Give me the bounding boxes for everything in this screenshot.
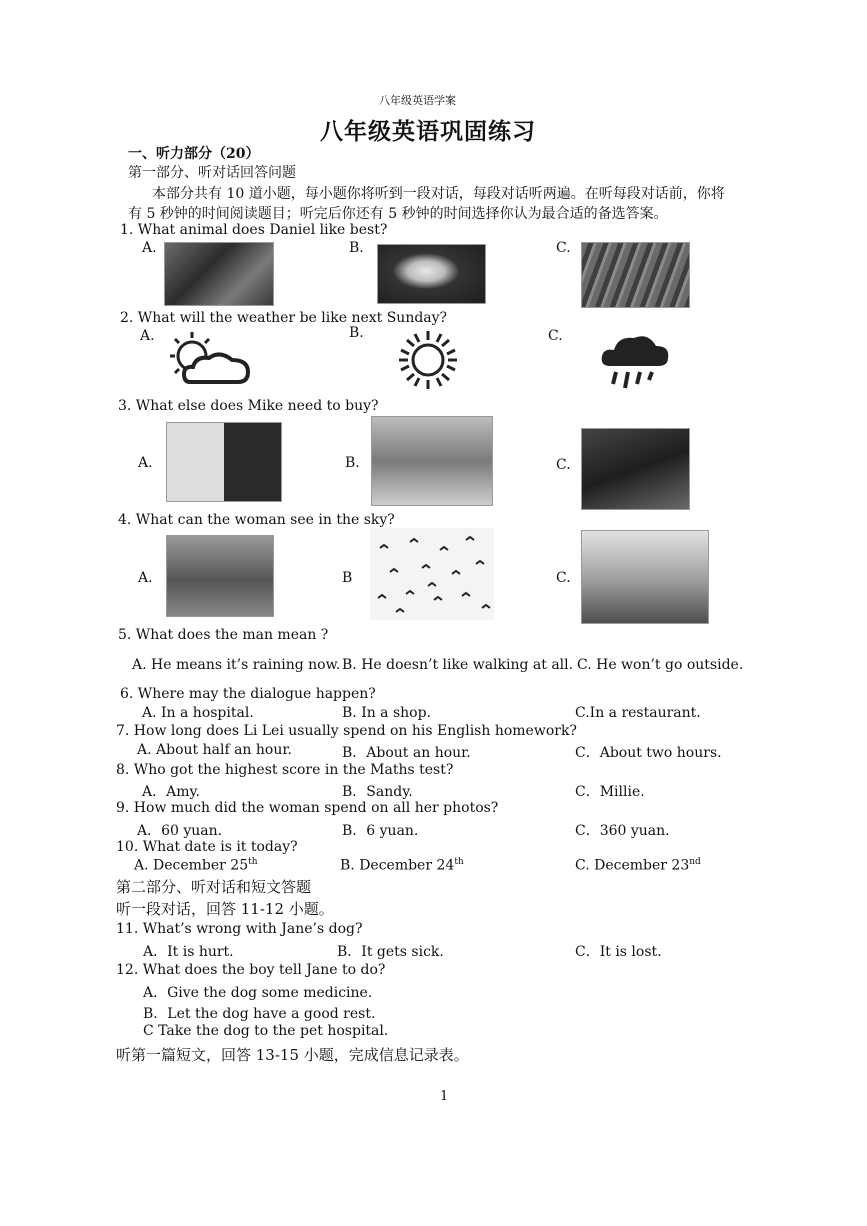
birds-image <box>370 528 494 620</box>
intro-line-1: 本部分共有 10 道小题，每小题你将听到一段对话，每段对话听两遍。在听每段对话前，你将 <box>152 186 725 202</box>
intro-line-2: 有 5 秒钟的时间阅读题目；听完后你还有 5 秒钟的时间选择你认为最合适的备选答案。 <box>128 206 668 222</box>
part3-instruction: 听第一篇短文，回答 13-15 小题，完成信息记录表。 <box>116 1046 469 1064</box>
q5-option-b: B. He doesn’t like walking at all. <box>342 657 574 673</box>
question-1: 1. What animal does Daniel like best? <box>120 222 388 238</box>
q4-plane-image <box>166 535 274 617</box>
q1-panda-image <box>377 244 486 304</box>
q3-option-c-label: C. <box>556 457 571 473</box>
page-header: 八年级英语学案 <box>379 94 456 107</box>
page-number: 1 <box>440 1089 449 1104</box>
question-7: 7. How long does Li Lei usually spend on his English homework? <box>116 723 577 739</box>
question-9: 9. How much did the woman spend on all her photos? <box>116 800 499 816</box>
q7-option-c: C．About two hours. <box>575 745 722 761</box>
q1-option-b-label: B. <box>349 240 364 256</box>
question-10: 10. What date is it today? <box>116 839 298 855</box>
q7-option-a: A. About half an hour. <box>137 742 292 758</box>
q7-option-b: B．About an hour. <box>342 745 471 761</box>
question-12: 12. What does the boy tell Jane to do? <box>116 962 386 978</box>
q1-tiger-image <box>581 242 690 308</box>
q1-animal-image-a <box>164 242 274 306</box>
q6-option-a: A. In a hospital. <box>142 705 254 721</box>
q10-option-b: B. December 24th <box>340 857 464 874</box>
q12-option-b: B．Let the dog have a good rest. <box>143 1006 376 1022</box>
section-heading-listening: 一、听力部分（20） <box>128 146 260 162</box>
q10-option-c: C. December 23nd <box>575 857 701 874</box>
q3-ink-bottle-image <box>166 422 282 502</box>
question-6: 6. Where may the dialogue happen? <box>120 686 376 702</box>
question-8: 8. Who got the highest score in the Maths test? <box>116 762 454 778</box>
question-3: 3. What else does Mike need to buy? <box>118 398 379 414</box>
q5-option-a: A. He means it’s raining now. <box>132 657 341 673</box>
q4-option-c-label: C. <box>556 570 571 586</box>
page-title: 八年级英语巩固练习 <box>320 118 536 145</box>
q4-option-a-label: A. <box>138 570 153 586</box>
q3-image-c <box>581 428 690 510</box>
q5-option-c: C. He won’t go outside. <box>577 657 744 673</box>
part2-instruction: 听一段对话，回答 11-12 小题。 <box>116 900 334 918</box>
q11-option-c: C．It is lost. <box>575 944 662 960</box>
q2-option-c-label: C. <box>548 328 563 344</box>
q3-option-b-label: B. <box>345 455 360 471</box>
q8-option-c: C．Millie. <box>575 784 645 800</box>
sun-icon <box>385 330 471 390</box>
q1-option-a-label: A. <box>142 240 157 256</box>
q4-option-b-label: B <box>342 570 353 586</box>
q3-option-a-label: A. <box>138 455 153 471</box>
question-4: 4. What can the woman see in the sky? <box>118 512 395 528</box>
q2-option-a-label: A. <box>140 328 155 344</box>
q8-option-a: A．Amy. <box>142 784 200 800</box>
q6-option-b: B. In a shop. <box>342 705 432 721</box>
q6-option-c: C.In a restaurant. <box>575 705 701 721</box>
q11-option-b: B．It gets sick. <box>337 944 444 960</box>
rain-cloud-icon <box>598 332 672 392</box>
q9-option-a: A．60 yuan. <box>137 823 223 839</box>
q9-option-b: B．6 yuan. <box>342 823 419 839</box>
question-2: 2. What will the weather be like next Sunday? <box>120 310 448 326</box>
q10-option-a: A. December 25th <box>134 857 258 874</box>
q9-option-c: C．360 yuan. <box>575 823 670 839</box>
q4-image-c <box>581 530 709 624</box>
q2-option-b-label: B. <box>349 325 364 341</box>
q12-option-c: C Take the dog to the pet hospital. <box>143 1023 389 1039</box>
q11-option-a: A．It is hurt. <box>143 944 234 960</box>
question-5: 5. What does the man mean ? <box>118 627 329 643</box>
q12-option-a: A．Give the dog some medicine. <box>143 985 373 1001</box>
sun-cloud-icon <box>162 330 254 388</box>
part1-heading: 第一部分、听对话回答问题 <box>128 165 296 181</box>
part2-heading: 第二部分、听对话和短文答题 <box>116 878 312 896</box>
q1-option-c-label: C. <box>556 240 571 256</box>
q3-image-b <box>371 416 493 506</box>
q8-option-b: B．Sandy. <box>342 784 413 800</box>
question-11: 11. What’s wrong with Jane’s dog? <box>116 921 363 937</box>
